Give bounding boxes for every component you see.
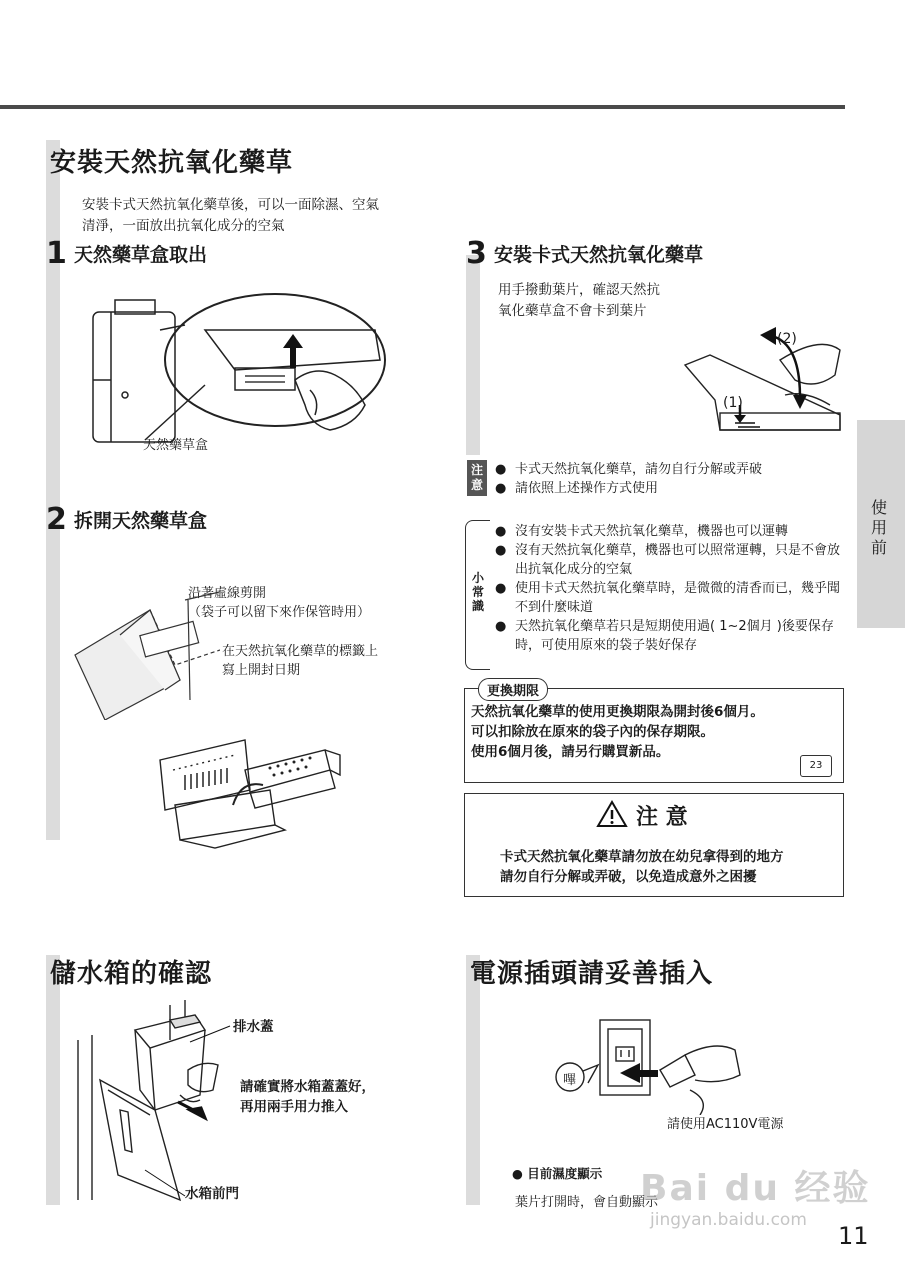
beep-sound-label: 嗶: [563, 1073, 577, 1088]
caution-item: ● 卡式天然抗氧化藥草，請勿自行分解或弄破: [495, 460, 835, 479]
knowledge-item: ● 沒有安裝卡式天然抗氧化藥草，機器也可以運轉: [495, 522, 840, 541]
humidity-display-title: ● 目前濕度顯示: [512, 1166, 603, 1181]
water-instruction: 請確實將水箱蓋蓋好， 再用兩手用力推入: [240, 1079, 375, 1115]
warning-text: 卡式天然抗氧化藥草請勿放在幼兒拿得到的地方 請勿自行分解或弄破，以免造成意外之困擾: [500, 849, 784, 885]
side-tab-label: 使用前: [870, 498, 887, 557]
knowledge-item: ● 使用卡式天然抗氧化藥草時，是微微的清香而已，幾乎聞不到什麼味道: [495, 579, 840, 617]
step3-mark-1: (1): [723, 395, 743, 411]
header-rule: [0, 105, 845, 109]
step2-title: 拆開天然藥草盒: [74, 510, 208, 532]
side-tab: [857, 420, 905, 628]
step2-case-illustration: [155, 730, 345, 850]
bullet-icon: ●: [512, 1166, 528, 1181]
knowledge-item: ● 天然抗氧化藥草若只是短期使用過( 1~2個月 )後要保存時，可使用原來的袋子裝好保存: [495, 617, 840, 655]
step2-label-cut: 沿著虛線剪開 （袋子可以留下來作保管時用）: [188, 586, 371, 620]
step1-title: 天然藥草盒取出: [74, 244, 208, 266]
power-section-bar: [466, 955, 480, 1205]
page-ref-book-icon: 23: [800, 755, 832, 777]
knowledge-item: ● 沒有天然抗氧化藥草，機器也可以照常運轉，只是不會放出抗氧化成分的空氣: [495, 541, 840, 579]
section-bar-right: [466, 255, 480, 455]
step1-illustration: [85, 290, 395, 450]
knowledge-list: [495, 522, 840, 655]
water-door-label: 水箱前門: [185, 1186, 239, 1202]
power-section-title: 電源插頭請妥善插入: [470, 959, 714, 989]
humidity-display-text: 葉片打開時，會自動顯示: [515, 1195, 659, 1210]
knowledge-tag: 小常識: [465, 520, 490, 670]
replace-text: 天然抗氧化藥草的使用更換期限為開封後6個月。 可以扣除放在原來的袋子內的保存期限。 使用6個月後，請另行購買新品。: [471, 704, 764, 760]
replace-tag: 更換期限: [478, 678, 548, 701]
power-plug-illustration: [550, 1015, 750, 1115]
water-section-title: 儲水箱的確認: [50, 959, 213, 989]
warning-title: 注 意: [636, 805, 688, 830]
water-cap-label: 排水蓋: [233, 1019, 274, 1035]
step2-label-date: 在天然抗氧化藥草的標籤上 寫上開封日期: [222, 644, 379, 678]
step3-number: 3: [466, 236, 487, 271]
caution-tag: 注意: [467, 460, 487, 496]
section-title: 安裝天然抗氧化藥草: [50, 148, 294, 178]
step1-label: 天然藥草盒: [143, 438, 209, 453]
caution-list: [495, 460, 835, 498]
step1-number: 1: [46, 236, 67, 271]
step2-bag-illustration: [70, 590, 220, 720]
step2-number: 2: [46, 502, 67, 537]
watermark-url: jingyan.baidu.com: [650, 1210, 807, 1230]
water-section-bar: [46, 955, 60, 1205]
warning-header: [596, 798, 716, 830]
water-tank-illustration: [70, 1000, 240, 1210]
warning-triangle-icon: [596, 800, 628, 828]
step3-illustration: [680, 325, 845, 445]
step3-mark-2: (2): [777, 331, 797, 347]
step3-text: 用手撥動葉片，確認天然抗 氧化藥草盒不會卡到葉片: [498, 282, 660, 319]
step3-title: 安裝卡式天然抗氧化藥草: [494, 244, 704, 266]
section-intro: 安裝卡式天然抗氧化藥草後，可以一面除濕、空氣 清淨，一面放出抗氧化成分的空氣: [82, 197, 379, 234]
power-caption: 請使用AC110V電源: [667, 1117, 784, 1132]
page-number: 11: [838, 1222, 869, 1250]
watermark-logo: Bai du 经验: [640, 1168, 871, 1209]
caution-item: ● 請依照上述操作方式使用: [495, 479, 835, 498]
